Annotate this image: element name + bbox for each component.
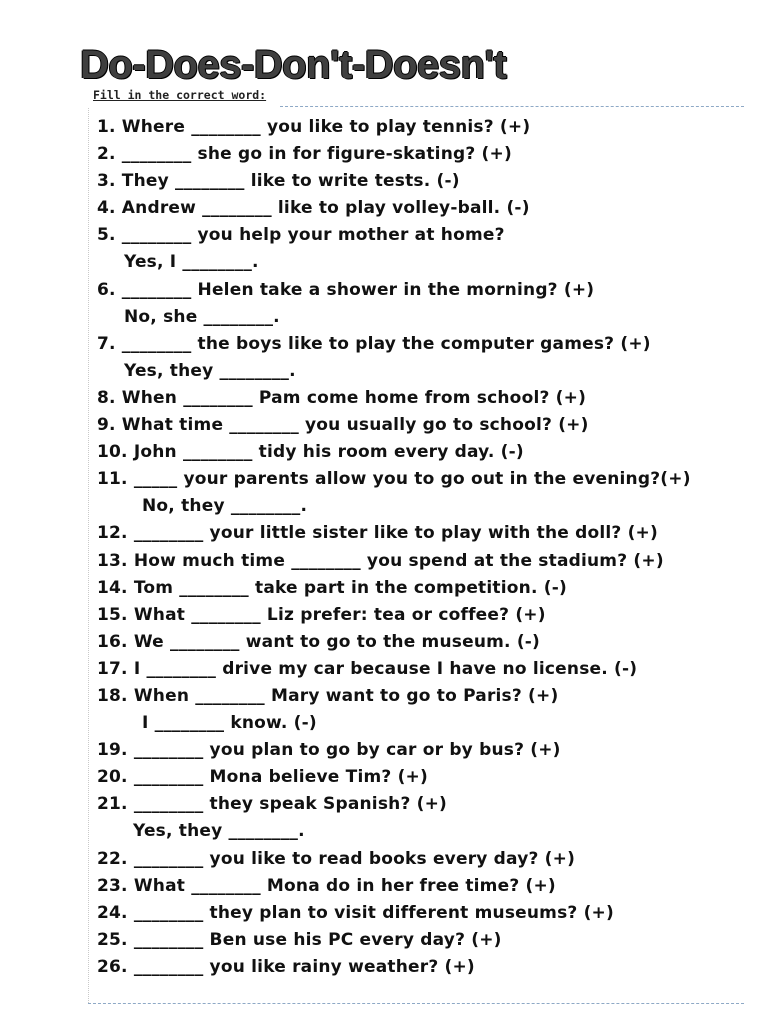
exercise-line: 11. _____ your parents allow you to go out in the evening?(+) <box>97 469 691 490</box>
top-dashed-divider <box>280 106 744 107</box>
exercise-line: 3. They ________ like to write tests. (-) <box>97 171 460 192</box>
exercise-line: 21. ________ they speak Spanish? (+) <box>97 794 448 815</box>
exercise-line: 10. John ________ tidy his room every day. (-) <box>97 442 524 463</box>
exercise-line: 12. ________ your little sister like to play with the doll? (+) <box>97 523 658 544</box>
exercise-line: 8. When ________ Pam come home from school? (+) <box>97 387 587 408</box>
exercise-line: 18. When ________ Mary want to go to Paris? (+) <box>97 685 559 706</box>
exercise-line: 14. Tom ________ take part in the competition. (-) <box>97 577 567 598</box>
left-dotted-margin <box>88 108 89 1003</box>
answer-line: Yes, I ________. <box>124 252 259 273</box>
exercise-line: 20. ________ Mona believe Tim? (+) <box>97 767 428 788</box>
answer-line: No, she ________. <box>124 306 280 327</box>
exercise-line: 2. ________ she go in for figure-skating? (+) <box>97 144 512 165</box>
exercise-line: 4. Andrew ________ like to play volley-ball. (-) <box>97 198 530 219</box>
exercise-line: 15. What ________ Liz prefer: tea or coffee? (+) <box>97 604 546 625</box>
exercise-line: 19. ________ you plan to go by car or by bus? (+) <box>97 740 561 761</box>
instructions: Fill in the correct word: <box>93 88 267 102</box>
bottom-dashed-divider <box>88 1003 744 1004</box>
exercise-line: 13. How much time ________ you spend at the stadium? (+) <box>97 550 664 571</box>
exercise-line: 5. ________ you help your mother at home? <box>97 225 505 246</box>
exercise-line: 1. Where ________ you like to play tennis? (+) <box>97 117 531 137</box>
exercise-line: 22. ________ you like to read books every day? (+) <box>97 848 576 869</box>
exercise-line: 17. I ________ drive my car because I have no license. (-) <box>97 658 638 679</box>
exercise-line: 16. We ________ want to go to the museum. (-) <box>97 631 541 652</box>
exercise-line: 6. ________ Helen take a shower in the morning? (+) <box>97 279 595 300</box>
exercise-line: 26. ________ you like rainy weather? (+) <box>97 956 475 977</box>
answer-line: Yes, they ________. <box>124 360 296 381</box>
exercise-list <box>97 114 747 981</box>
exercise-line: 9. What time ________ you usually go to school? (+) <box>97 415 589 436</box>
answer-line: No, they ________. <box>142 496 308 517</box>
worksheet-title: Do-Does-Don't-Doesn't <box>80 43 507 87</box>
answer-line: I ________ know. (-) <box>142 713 317 734</box>
answer-line: Yes, they ________. <box>133 821 305 842</box>
exercise-line: 25. ________ Ben use his PC every day? (+) <box>97 929 502 950</box>
exercise-line: 23. What ________ Mona do in her free time? (+) <box>97 875 556 896</box>
exercise-line: 7. ________ the boys like to play the computer games? (+) <box>97 333 651 354</box>
exercise-line: 24. ________ they plan to visit different museums? (+) <box>97 902 614 923</box>
